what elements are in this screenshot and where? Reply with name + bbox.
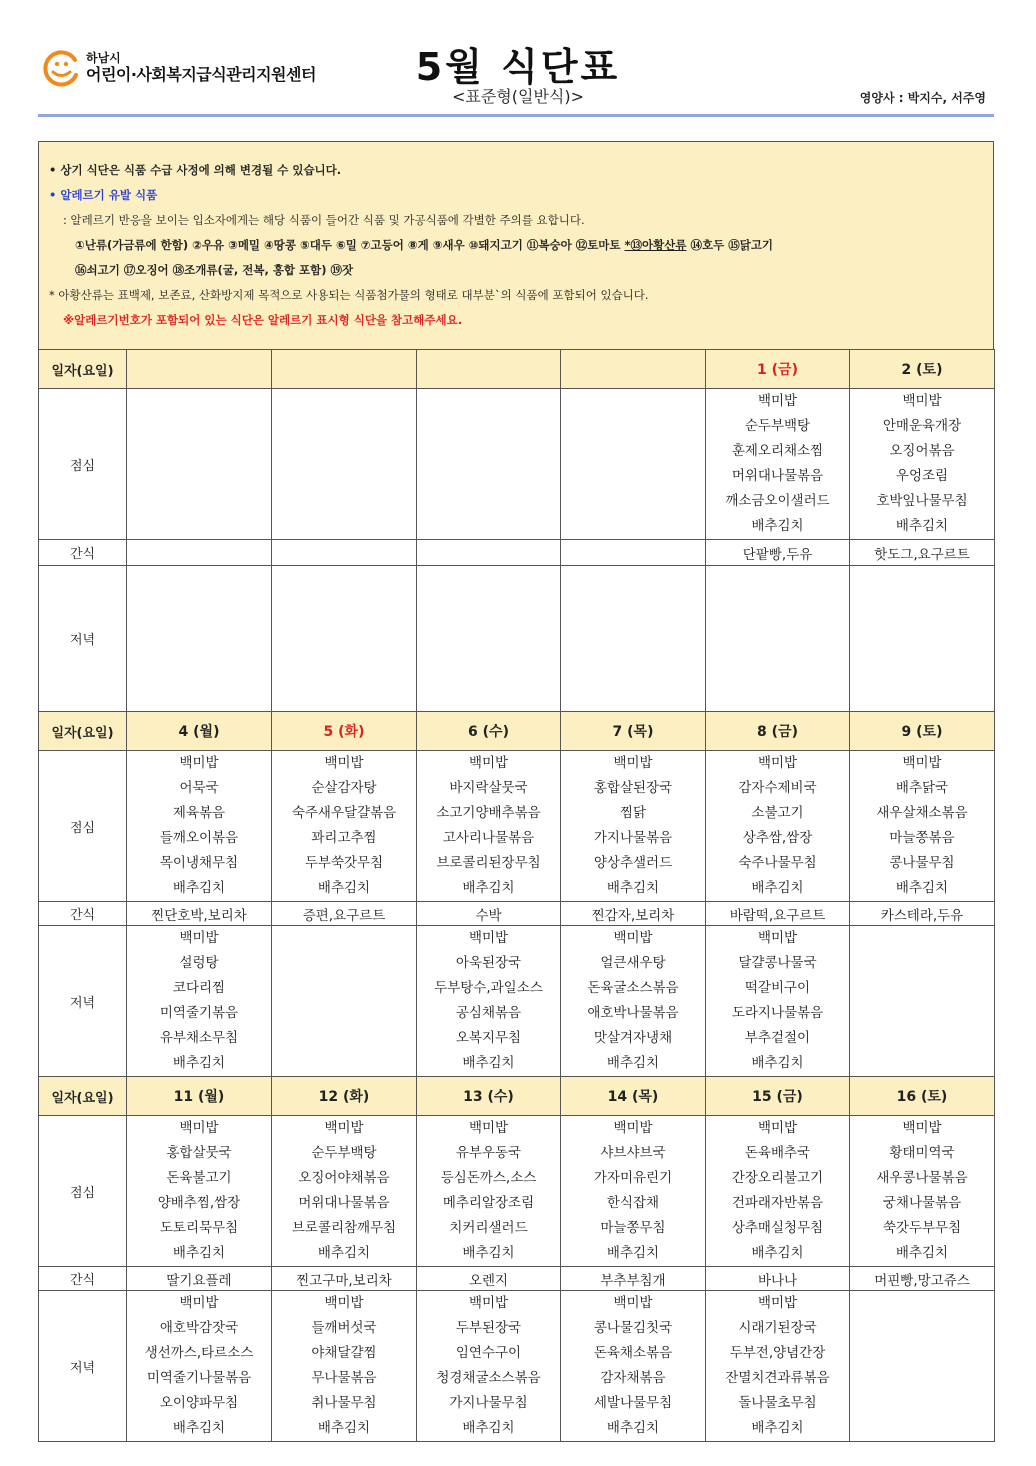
menu-item: 백미밥	[613, 1120, 653, 1136]
menu-item: 배추김치	[462, 880, 515, 896]
dinner-cell	[417, 566, 561, 712]
menu-item: 백미밥	[902, 393, 942, 409]
snack-cell: 핫도그,요구르트	[850, 540, 995, 566]
menu-table	[38, 349, 995, 1442]
date-cell: 1 (금)	[706, 350, 850, 389]
menu-item: 메추리알장조림	[442, 1195, 535, 1211]
date-cell: 14 (목)	[561, 1077, 706, 1116]
menu-item: 배추김치	[751, 1245, 804, 1261]
dinner-cell	[561, 1291, 706, 1442]
notice-box	[38, 141, 994, 349]
dinner-cell	[850, 566, 995, 712]
menu-item: 안매운육개장	[882, 418, 962, 434]
dinner-label: 저녁	[39, 1291, 127, 1442]
menu-item: 궁채나물볶음	[882, 1195, 962, 1211]
date-cell: 6 (수)	[417, 712, 561, 751]
lunch-cell	[127, 1116, 272, 1267]
allergen-list-part: ⑭호두 ⑮닭고기	[686, 238, 774, 252]
menu-item: 돈육굴소스볶음	[587, 980, 679, 996]
menu-item: 백미밥	[324, 1120, 364, 1136]
dinner-cell	[706, 1291, 850, 1442]
menu-item: 잔멸치견과류볶음	[725, 1370, 830, 1386]
menu-item: 백미밥	[613, 930, 653, 946]
dinner-row	[39, 566, 995, 712]
snack-cell	[561, 540, 706, 566]
date-cell: 2 (토)	[850, 350, 995, 389]
menu-item: 순살감자탕	[311, 780, 377, 796]
lunch-cell	[272, 1116, 417, 1267]
menu-item: 얼큰새우탕	[600, 955, 666, 971]
notice-line: ※알레르기번호가 포함되어 있는 식단은 알레르기 표시형 식단을 참고해주세요.	[63, 313, 463, 327]
menu-item: 배추김치	[751, 1420, 804, 1436]
menu-item: 어묵국	[179, 780, 219, 796]
lunch-cell	[706, 751, 850, 902]
dinner-cell	[272, 1291, 417, 1442]
menu-item: 백미밥	[468, 930, 509, 946]
menu-item: 찜닭	[619, 805, 647, 821]
menu-item: 백미밥	[613, 1295, 653, 1311]
menu-item: 들깨오이볶음	[159, 830, 239, 846]
snack-cell: 바람떡,요구르트	[706, 902, 850, 926]
menu-item: 백미밥	[757, 1295, 798, 1311]
lunch-cell	[127, 751, 272, 902]
menu-item: 미역줄기나물볶음	[146, 1370, 252, 1386]
menu-item: 순두부백탕	[311, 1145, 377, 1161]
menu-item: 배추김치	[462, 1245, 515, 1261]
dinner-cell	[127, 566, 272, 712]
menu-item: 백미밥	[468, 1120, 509, 1136]
lunch-cell	[850, 389, 995, 540]
menu-item: 배추김치	[317, 1420, 371, 1436]
menu-item: 머위대나물볶음	[731, 468, 824, 484]
date-cell	[127, 350, 272, 389]
menu-item: 가자미유린기	[593, 1170, 673, 1186]
dinner-row	[39, 1291, 995, 1442]
dinner-cell	[272, 926, 417, 1077]
date-cell: 7 (목)	[561, 712, 706, 751]
snack-cell	[272, 540, 417, 566]
menu-item: 애호박나물볶음	[587, 1005, 679, 1021]
menu-item: 도라지나물볶음	[731, 1005, 824, 1021]
menu-item: 양상추샐러드	[593, 855, 673, 871]
menu-item: 세발나물무침	[593, 1395, 673, 1411]
snack-label: 간식	[39, 1267, 127, 1291]
date-cell: 8 (금)	[706, 712, 850, 751]
snack-cell: 증편,요구르트	[272, 902, 417, 926]
dinner-cell	[850, 926, 995, 1077]
menu-item: 두부전,양념간장	[729, 1345, 826, 1361]
dinner-label: 저녁	[39, 926, 127, 1077]
allergen-list: ⑯쇠고기 ⑰오징어 ⑱조개류(굴, 전복, 홍합 포함) ⑲잣	[75, 263, 354, 277]
notice-line: • 알레르기 유발 식품	[49, 188, 158, 202]
menu-item: 한식잡채	[606, 1195, 660, 1211]
snack-cell: 딸기요플레	[127, 1267, 272, 1291]
menu-item: 맛살겨자냉채	[593, 1030, 673, 1046]
menu-item: 바지락살뭇국	[449, 780, 528, 796]
menu-item: 홍합살뭇국	[166, 1145, 232, 1161]
menu-item: 홍합살된장국	[593, 780, 673, 796]
menu-item: 부추겉절이	[744, 1030, 811, 1046]
dinner-label: 저녁	[39, 566, 127, 712]
menu-item: 떡갈비구이	[744, 980, 811, 996]
snack-cell: 카스테라,두유	[850, 902, 995, 926]
menu-item: 무나물볶음	[311, 1370, 377, 1386]
menu-item: 배추김치	[172, 1055, 226, 1071]
date-cell	[272, 350, 417, 389]
menu-item: 미역줄기볶음	[159, 1005, 239, 1021]
lunch-label: 점심	[39, 1116, 127, 1267]
snack-cell: 오렌지	[417, 1267, 561, 1291]
menu-item: 생선까스,타르소스	[144, 1345, 254, 1361]
menu-item: 아욱된장국	[455, 955, 522, 971]
lunch-cell	[561, 751, 706, 902]
menu-item: 마늘쫑무침	[600, 1220, 666, 1236]
menu-item: 백미밥	[179, 930, 219, 946]
menu-item: 코다리찜	[172, 980, 226, 996]
lunch-cell	[272, 751, 417, 902]
menu-item: 소불고기	[751, 805, 804, 821]
dinner-cell	[417, 926, 561, 1077]
date-label: 일자(요일)	[39, 712, 127, 751]
menu-item: 콩나물무침	[889, 855, 955, 871]
menu-item: 백미밥	[468, 1295, 509, 1311]
page-title: 5월 식단표	[415, 45, 621, 89]
menu-item: 청경채굴소스볶음	[436, 1370, 541, 1386]
snack-row	[39, 1267, 995, 1291]
lunch-cell	[706, 1116, 850, 1267]
menu-item: 우엉조림	[895, 468, 949, 484]
menu-item: 고사리나물볶음	[442, 830, 535, 846]
menu-item: 돌나물초무침	[738, 1395, 817, 1411]
snack-row	[39, 540, 995, 566]
menu-item: 새우살채소볶음	[876, 805, 968, 821]
menu-item: 배추김치	[895, 1245, 949, 1261]
menu-item: 호박잎나물무침	[876, 493, 968, 509]
menu-item: 상추매실청무침	[731, 1220, 824, 1236]
snack-label: 간식	[39, 902, 127, 926]
dinner-cell	[272, 566, 417, 712]
menu-item: 시래기된장국	[738, 1320, 817, 1336]
menu-item: 배추김치	[462, 1420, 515, 1436]
logo-name: 어린이·사회복지급식관리지원센터	[86, 65, 316, 84]
notice-line: : 알레르기 반응을 보이는 입소자에게는 해당 식품이 들어간 식품 및 가공식품에 각별한 주의를 요합니다.	[63, 213, 585, 227]
lunch-row	[39, 751, 995, 902]
menu-item: 유부채소무침	[159, 1030, 239, 1046]
lunch-cell	[561, 389, 706, 540]
menu-item: 숙주새우달걀볶음	[291, 805, 397, 821]
menu-item: 오징어야채볶음	[298, 1170, 390, 1186]
menu-item: 두부쑥갓무침	[304, 855, 384, 871]
menu-item: 도토리묵무침	[159, 1220, 239, 1236]
snack-cell	[417, 540, 561, 566]
dinner-cell	[127, 926, 272, 1077]
date-row	[39, 712, 995, 751]
menu-item: 애호박감잣국	[159, 1320, 239, 1336]
menu-item: 가지나물볶음	[593, 830, 673, 846]
menu-item: 상추쌈,쌈장	[742, 830, 813, 846]
menu-item: 백미밥	[757, 393, 798, 409]
menu-item: 양배추찜,쌈장	[157, 1195, 241, 1211]
dinner-row	[39, 926, 995, 1077]
lunch-cell	[417, 389, 561, 540]
date-row	[39, 350, 995, 389]
menu-item: 황태미역국	[889, 1145, 955, 1161]
allergen-list-part: ①난류(가금류에 한함) ②우유 ③메밀 ④땅콩 ⑤대두 ⑥밀 ⑦고등어 ⑧게 ⑨새우 ⑩돼지고기 ⑪복숭아 ⑫토마토	[75, 238, 625, 252]
menu-item: 유부우동국	[455, 1145, 522, 1161]
snack-label: 간식	[39, 540, 127, 566]
menu-item: 오복지무침	[455, 1030, 522, 1046]
lunch-label: 점심	[39, 389, 127, 540]
menu-item: 쑥갓두부무침	[882, 1220, 962, 1236]
notice-line: * 아황산류는 표백제, 보존료, 산화방지제 목적으로 사용되는 식품첨가물의 형태로 대부분`의 식품에 포함되어 있습니다.	[49, 288, 649, 302]
menu-item: 배추김치	[172, 1420, 226, 1436]
lunch-row	[39, 1116, 995, 1267]
menu-item: 취나물무침	[311, 1395, 377, 1411]
menu-item: 소고기양배추볶음	[436, 805, 541, 821]
menu-item: 배추김치	[895, 518, 949, 534]
lunch-cell	[272, 389, 417, 540]
menu-item: 배추김치	[172, 880, 226, 896]
menu-item: 목이냉채무침	[159, 855, 239, 871]
date-label: 일자(요일)	[39, 1077, 127, 1116]
page-subtitle: <표준형(일반식)>	[451, 87, 585, 106]
menu-item: 백미밥	[613, 755, 653, 771]
notice-line: • 상기 식단은 식품 수급 사정에 의해 변경될 수 있습니다.	[49, 163, 342, 177]
date-cell: 16 (토)	[850, 1077, 995, 1116]
menu-item: 배추김치	[895, 880, 949, 896]
dinner-cell	[706, 926, 850, 1077]
menu-item: 배추김치	[317, 1245, 371, 1261]
snack-cell: 단팥빵,두유	[706, 540, 850, 566]
menu-item: 브로콜리참깨무침	[291, 1220, 397, 1236]
menu-item: 백미밥	[757, 930, 798, 946]
lunch-cell	[417, 751, 561, 902]
menu-item: 돈육채소볶음	[593, 1345, 673, 1361]
menu-item: 들깨버섯국	[311, 1320, 377, 1336]
menu-item: 배추김치	[606, 1245, 660, 1261]
date-label: 일자(요일)	[39, 350, 127, 389]
menu-item: 제육볶음	[172, 805, 226, 821]
menu-item: 배추김치	[751, 1055, 804, 1071]
dinner-cell	[850, 1291, 995, 1442]
menu-item: 백미밥	[324, 1295, 364, 1311]
snack-cell: 머핀빵,망고쥬스	[850, 1267, 995, 1291]
menu-item: 백미밥	[324, 755, 364, 771]
menu-item: 달걀콩나물국	[738, 955, 817, 971]
date-row	[39, 1077, 995, 1116]
menu-item: 임연수구이	[455, 1345, 522, 1361]
date-cell: 11 (월)	[127, 1077, 272, 1116]
menu-item: 순두부백탕	[744, 418, 811, 434]
allergen-list	[49, 233, 987, 258]
menu-item: 샤브샤브국	[600, 1145, 666, 1161]
menu-item: 공심채볶음	[455, 1005, 522, 1021]
menu-item: 가지나물무침	[449, 1395, 528, 1411]
lunch-cell	[417, 1116, 561, 1267]
menu-item: 돈육불고기	[166, 1170, 232, 1186]
menu-item: 돈육배추국	[744, 1145, 811, 1161]
snack-cell: 바나나	[706, 1267, 850, 1291]
menu-item: 백미밥	[468, 755, 509, 771]
menu-item: 배추김치	[317, 880, 371, 896]
menu-item: 설렁탕	[179, 955, 219, 971]
lunch-label: 점심	[39, 751, 127, 902]
snack-row	[39, 902, 995, 926]
date-cell: 15 (금)	[706, 1077, 850, 1116]
menu-item: 백미밥	[179, 1120, 219, 1136]
menu-item: 백미밥	[179, 755, 219, 771]
menu-item: 머위대나물볶음	[298, 1195, 390, 1211]
snack-cell: 수박	[417, 902, 561, 926]
snack-cell	[127, 540, 272, 566]
logo-city: 하남시	[86, 51, 121, 65]
menu-item: 마늘쫑볶음	[889, 830, 955, 846]
menu-item: 감자채볶음	[600, 1370, 666, 1386]
menu-item: 숙주나물무침	[738, 855, 817, 871]
menu-item: 꽈리고추찜	[311, 830, 377, 846]
date-cell: 12 (화)	[272, 1077, 417, 1116]
menu-item: 브로콜리된장무침	[436, 855, 541, 871]
snack-cell: 찐단호박,보리차	[127, 902, 272, 926]
menu-item: 백미밥	[902, 755, 942, 771]
date-cell: 13 (수)	[417, 1077, 561, 1116]
lunch-row	[39, 389, 995, 540]
menu-item: 백미밥	[902, 1120, 942, 1136]
menu-item: 간장오리불고기	[731, 1170, 824, 1186]
menu-item: 배추김치	[606, 1420, 660, 1436]
date-cell: 4 (월)	[127, 712, 272, 751]
menu-item: 배추김치	[751, 880, 804, 896]
date-cell	[561, 350, 706, 389]
menu-item: 오이양파무침	[159, 1395, 239, 1411]
date-cell: 5 (화)	[272, 712, 417, 751]
menu-item: 배추김치	[462, 1055, 515, 1071]
allergen-sulfite: *⑬아황산류	[624, 238, 687, 252]
snack-cell: 찐감자,보리차	[561, 902, 706, 926]
menu-item: 야채달걀찜	[311, 1345, 377, 1361]
lunch-cell	[850, 751, 995, 902]
dinner-cell	[706, 566, 850, 712]
menu-item: 배추김치	[751, 518, 804, 534]
menu-item: 감자수제비국	[738, 780, 817, 796]
dinner-cell	[417, 1291, 561, 1442]
menu-item: 배추김치	[172, 1245, 226, 1261]
menu-item: 배추닭국	[895, 780, 949, 796]
menu-item: 백미밥	[179, 1295, 219, 1311]
snack-cell: 부추부침개	[561, 1267, 706, 1291]
menu-item: 건파래자반볶음	[731, 1195, 824, 1211]
menu-item: 등심돈까스,소스	[440, 1170, 537, 1186]
dinner-cell	[561, 926, 706, 1077]
menu-item: 콩나물김칫국	[593, 1320, 673, 1336]
snack-cell: 찐고구마,보리차	[272, 1267, 417, 1291]
lunch-cell	[706, 389, 850, 540]
nutritionist: 영양사 : 박지수, 서주영	[859, 91, 986, 105]
menu-item: 배추김치	[606, 1055, 660, 1071]
menu-item: 깨소금오이샐러드	[725, 493, 830, 509]
menu-item: 배추김치	[606, 880, 660, 896]
lunch-cell	[561, 1116, 706, 1267]
date-cell: 9 (토)	[850, 712, 995, 751]
lunch-cell	[127, 389, 272, 540]
menu-item: 훈제오리채소찜	[731, 443, 824, 459]
lunch-cell	[850, 1116, 995, 1267]
menu-item: 백미밥	[757, 1120, 798, 1136]
header-divider	[38, 114, 994, 117]
dinner-cell	[561, 566, 706, 712]
dinner-cell	[127, 1291, 272, 1442]
menu-item: 두부된장국	[455, 1320, 522, 1336]
menu-item: 두부탕수,과일소스	[434, 980, 543, 996]
menu-item: 새우콩나물볶음	[876, 1170, 968, 1186]
menu-item: 치커리샐러드	[449, 1220, 528, 1236]
menu-item: 오징어볶음	[889, 443, 955, 459]
date-cell	[417, 350, 561, 389]
menu-item: 백미밥	[757, 755, 798, 771]
